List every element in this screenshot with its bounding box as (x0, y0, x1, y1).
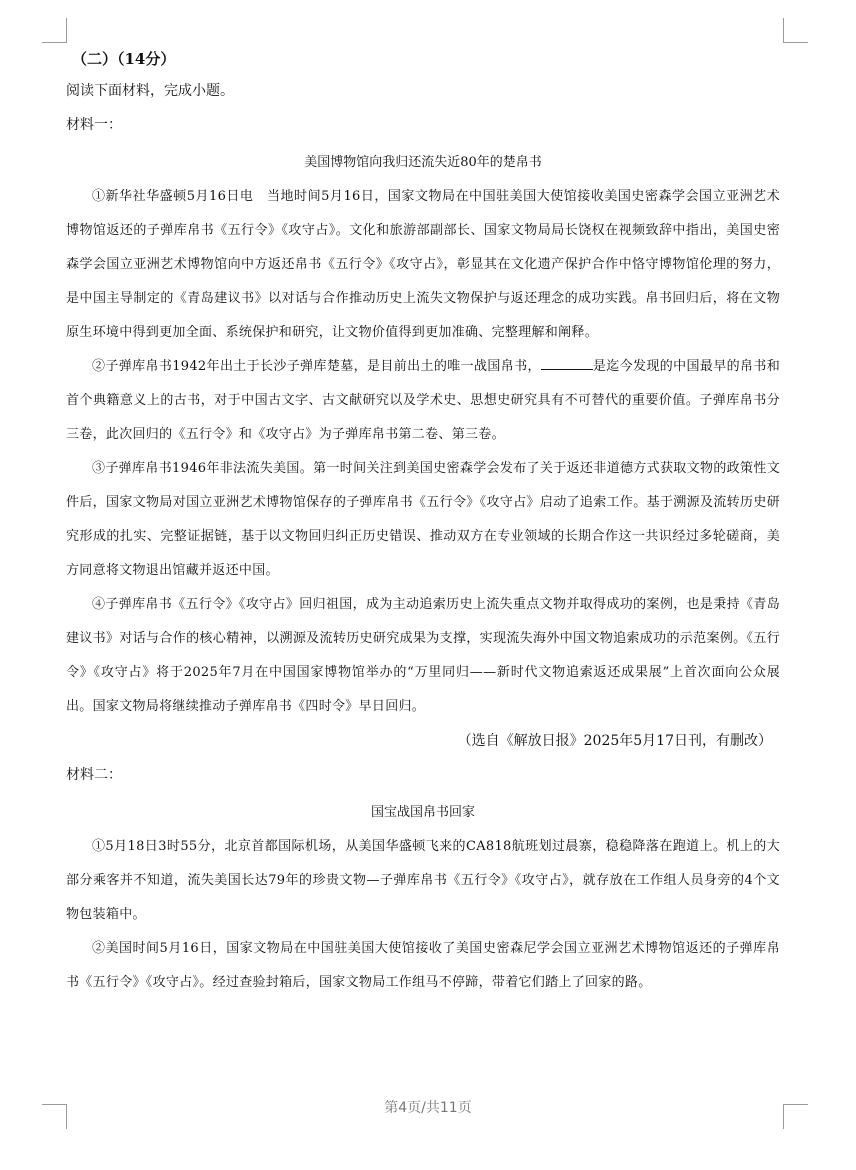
document-page (66, 44, 780, 1000)
instruction: 阅读下面材料，完成小题。 (66, 83, 234, 99)
crop-mark-top-right (783, 18, 808, 43)
material1-label: 材料一： (66, 117, 122, 133)
material2-title: 国宝战国帛书回家 (370, 805, 475, 820)
material2-paragraph-2: ②美国时间5月16日，国家文物局在中国驻美国大使馆接收了美国史密森尼学会国立亚洲艺术博物馆返还的子弹库帛书《五行令》《攻守占》。经过查验封箱后，国家文物局工作组马不停蹄，带着它们踏上了回家的路。 (66, 941, 780, 990)
crop-mark-top-left (42, 18, 67, 43)
page-number: 第4页/共11页 (384, 1100, 472, 1116)
material2-label: 材料二： (66, 767, 122, 783)
paragraph-2-part-1: ②子弹库帛书1942年出土于长沙子弹库楚墓，是目前出土的唯一战国帛书， (92, 359, 541, 374)
material1-paragraph-2 (66, 350, 780, 452)
section-title: （二）（14分） (72, 50, 176, 68)
material1-paragraph-1: ①新华社华盛顿5月16日电 当地时间5月16日，国家文物局在中国驻美国大使馆接收美国史密森学会国立亚洲艺术博物馆返还的子弹库帛书《五行令》《攻守占》。文化和旅游部副部长、国家文物局局长饶权在视频致辞中指出，美国史密森学会国立亚洲艺术博物馆向中方返还帛书《五行令》《攻守占》，彰显其在文化遗产保护合作中恪守博物馆伦理的努力，是中国主导制定的《青岛建议书》以对话与合作推动历史上流失文物保护与返还理念的成功实践。帛书回归后，将在文物原生环境中得到更加全面、系统保护和研究，让文物价值得到更加准确、完整理解和阐释。 (66, 189, 780, 340)
material2-paragraph-1: ①5月18日3时55分，北京首都国际机场，从美国华盛顿飞来的CA818航班划过晨寨，稳稳降落在跑道上。机上的大部分乘客并不知道，流失美国长达79年的珍贵文物—子弹库帛书《五行令》《攻守占》，就存放在工作组人员身旁的4个文物包装箱中。 (66, 839, 780, 922)
material1-paragraph-3: ③子弹库帛书1946年非法流失美国。第一时间关注到美国史密森学会发布了关于返还非道德方式获取文物的政策性文件后，国家文物局对国立亚洲艺术博物馆保存的子弹库帛书《五行令》《攻守占》启动了追索工作。基于溯源及流转历史研究形成的扎实、完整证据链，基于以文物回归纠正历史错误、推动双方在专业领域的长期合作这一共识经过多轮磋商，美方同意将文物退出馆藏并返还中国。 (66, 461, 780, 578)
material1-title: 美国博物馆向我归还流失近80年的楚帛书 (304, 155, 542, 170)
paragraph-2-part-2: 是迄今发现的中国最早的帛书和首个典籍意义上的古书，对于中国古文字、古文献研究以及学术史、思想史研究具有不可替代的重要价值。子弹库帛书分三卷，此次回归的《五行令》和《攻守占》为子弹库帛书第二卷、第三卷。 (66, 359, 780, 442)
material1-source: （选自《解放日报》2025年5月17日刊，有删改） (457, 733, 772, 749)
material1-paragraph-4: ④子弹库帛书《五行令》《攻守占》回归祖国，成为主动追索历史上流失重点文物并取得成功的案例，也是秉持《青岛建议书》对话与合作的核心精神，以溯源及流转历史研究成果为支撑，实现流失海外中国文物追索成功的示范案例。《五行令》《攻守占》将于2025年7月在中国国家博物馆举办的“万里同归——新时代文物追索返还成果展”上首次面向公众展出。国家文物局将继续推动子弹库帛书《四时令》早日回归。 (66, 597, 780, 714)
fill-in-blank (541, 355, 593, 370)
